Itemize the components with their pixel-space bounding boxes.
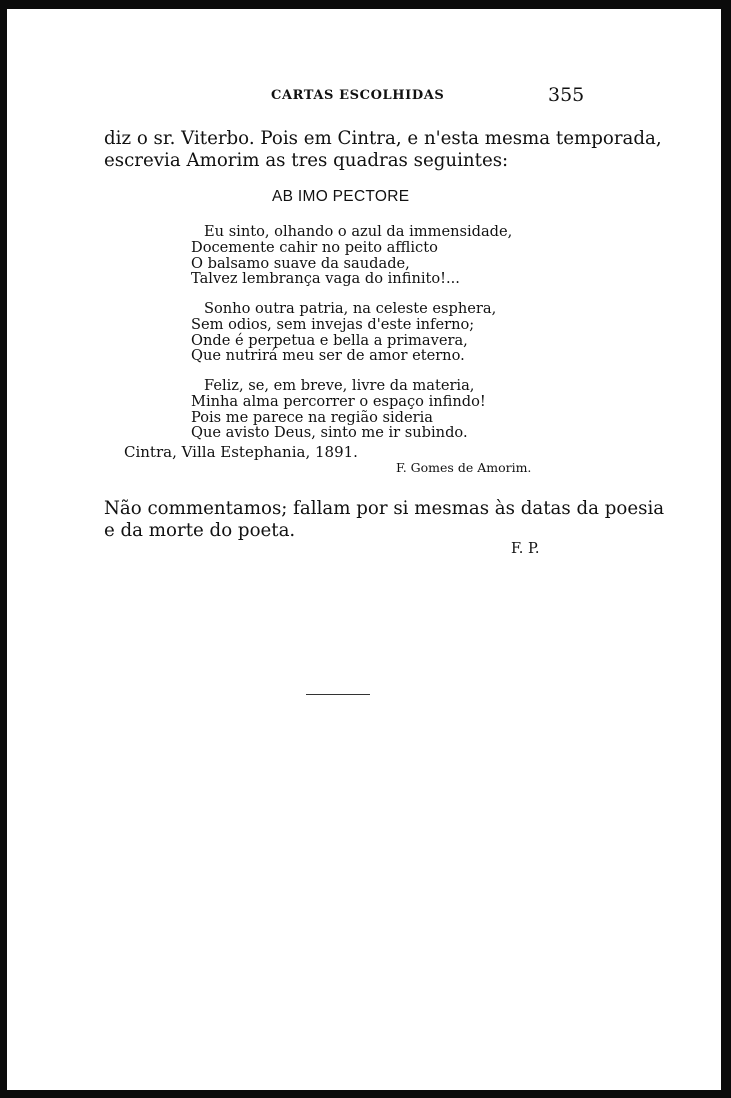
running-title: CARTAS ESCOLHIDAS [271, 88, 445, 103]
poem-stanza-1 [191, 224, 512, 287]
section-divider [306, 694, 370, 695]
poem-line: Sonho outra patria, na celeste esphera, [204, 300, 497, 317]
poem-line: Pois me parece na região sideria [191, 408, 433, 426]
poem-line: Onde é perpetua e bella a primavera, [191, 331, 468, 349]
poem-line: Sem odios, sem invejas d'este inferno; [191, 315, 475, 333]
closing-paragraph [104, 498, 665, 542]
poem-stanza-2 [191, 301, 496, 364]
closing-line-1: Não commentamos; fallam por si mesmas às datas da poesia [104, 498, 665, 519]
poem-stanza-3 [191, 378, 486, 441]
intro-paragraph [104, 128, 662, 172]
poem-line: Que nutrirá meu ser de amor eterno. [191, 347, 465, 365]
poem-line: Que avisto Deus, sinto me ir subindo. [191, 424, 468, 442]
place-date: Cintra, Villa Estephania, 1891. [124, 443, 358, 461]
poem-signature: F. Gomes de Amorim. [396, 460, 532, 475]
poem-line: Feliz, se, em breve, livre da materia, [204, 377, 475, 394]
poem-line: O balsamo suave da saudade, [191, 254, 410, 272]
scan-border-bottom [0, 1090, 731, 1098]
scan-border-left [0, 0, 7, 1098]
closing-line-2: e da morte do poeta. [104, 520, 296, 541]
poem-line: Talvez lembrança vaga do infinito!... [191, 270, 460, 288]
intro-line-2: escrevia Amorim as tres quadras seguintes: [104, 150, 509, 171]
poem-line: Eu sinto, olhando o azul da immensidade, [204, 223, 513, 240]
intro-line-1: diz o sr. Viterbo. Pois em Cintra, e n'esta mesma temporada, [104, 128, 662, 149]
poem-line: Docemente cahir no peito afflicto [191, 238, 438, 256]
author-initials: F. P. [511, 541, 540, 557]
scan-border-right [721, 0, 731, 1098]
page-number: 355 [548, 84, 585, 106]
scan-border-top [0, 0, 731, 9]
poem-title: AB IMO PECTORE [272, 188, 410, 205]
poem-line: Minha alma percorrer o espaço infindo! [191, 392, 486, 410]
